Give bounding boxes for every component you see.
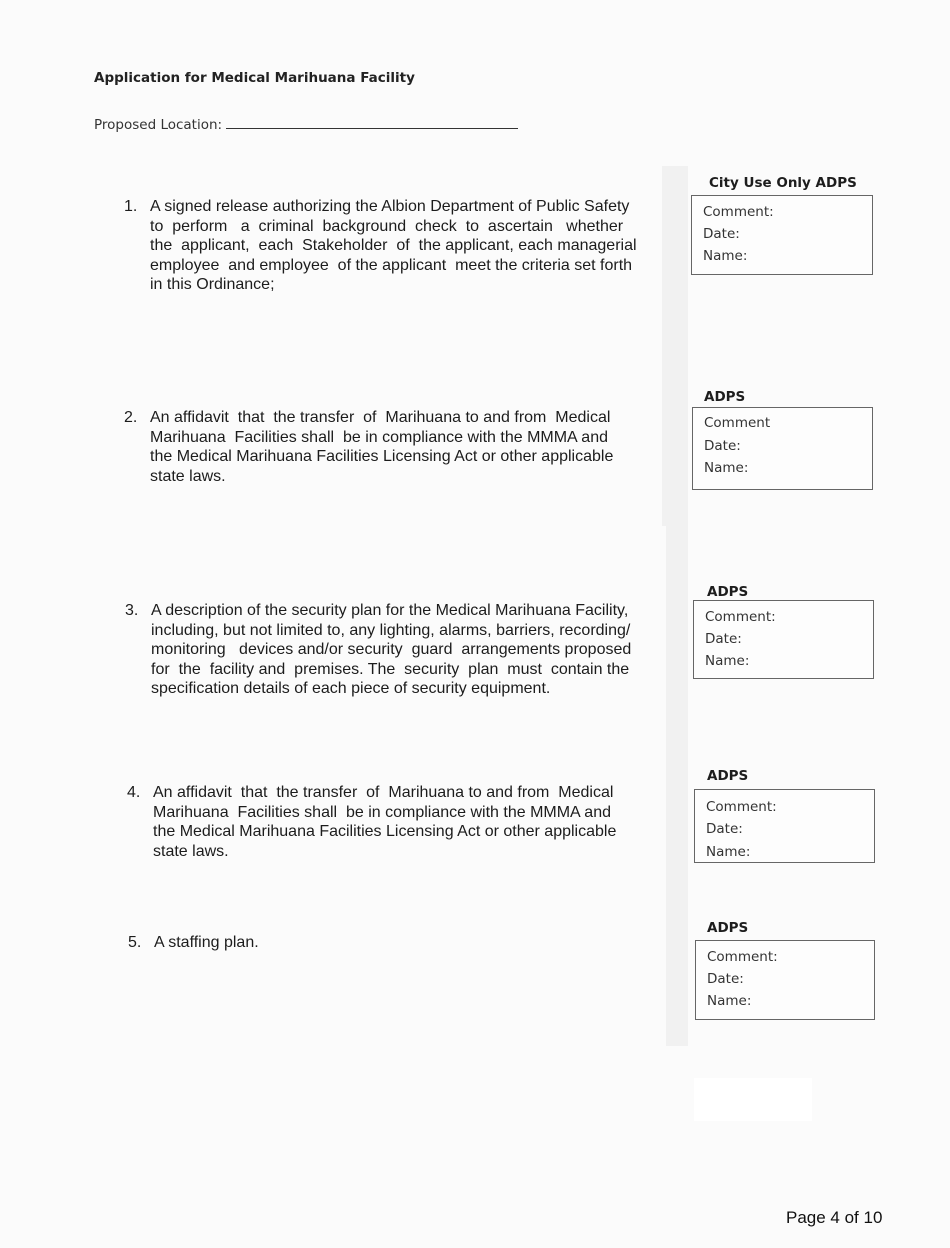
item-line: Marihuana Facilities shall be in compliance with the MMMA and bbox=[150, 428, 608, 446]
item-line: state laws. bbox=[153, 842, 229, 860]
comment-label: Comment: bbox=[706, 799, 777, 815]
date-label: Date: bbox=[705, 631, 742, 647]
review-box-3[interactable] bbox=[693, 600, 874, 679]
date-label: Date: bbox=[703, 226, 740, 242]
item-text bbox=[150, 197, 637, 295]
item-text bbox=[153, 783, 616, 861]
review-heading: City Use Only ADPS bbox=[709, 175, 857, 191]
page-number: Page 4 of 10 bbox=[786, 1208, 883, 1227]
item-line: the Medical Marihuana Facilities Licensing Act or other applicable bbox=[150, 448, 614, 465]
item-line: to perform a criminal background check to ascertain whether bbox=[150, 217, 624, 235]
proposed-location-field[interactable] bbox=[226, 114, 518, 129]
item-line: A signed release authorizing the Albion Department of Public Safety bbox=[150, 198, 630, 215]
name-label: Name: bbox=[706, 844, 751, 860]
name-label: Name: bbox=[707, 993, 752, 1009]
name-label: Name: bbox=[703, 248, 748, 264]
review-heading: ADPS bbox=[707, 768, 749, 784]
review-heading: ADPS bbox=[704, 389, 746, 405]
form-title: Application for Medical Marihuana Facility bbox=[94, 70, 415, 86]
name-label: Name: bbox=[704, 460, 749, 476]
item-line: state laws. bbox=[150, 467, 226, 485]
scan-shade-lower bbox=[666, 526, 688, 1046]
review-heading: ADPS bbox=[707, 584, 749, 600]
date-label: Date: bbox=[707, 971, 744, 987]
review-box-1[interactable] bbox=[691, 195, 873, 275]
item-line: in this Ordinance; bbox=[150, 276, 275, 293]
item-text bbox=[150, 408, 613, 486]
comment-label: Comment bbox=[704, 415, 771, 431]
review-box-4[interactable] bbox=[694, 789, 875, 863]
item-line: An affidavit that the transfer of Marihuana to and from Medical bbox=[153, 784, 614, 801]
item-line: specification details of each piece of security equipment. bbox=[151, 680, 551, 697]
date-label: Date: bbox=[704, 438, 741, 454]
item-number: 1. bbox=[124, 198, 138, 215]
comment-label: Comment: bbox=[707, 949, 778, 965]
proposed-location bbox=[94, 114, 518, 133]
comment-label: Comment: bbox=[703, 204, 774, 220]
blank-patch bbox=[694, 1078, 812, 1121]
item-text bbox=[154, 933, 259, 953]
item-line: for the facility and premises. The security plan must contain the bbox=[151, 660, 630, 678]
review-heading: ADPS bbox=[707, 920, 749, 936]
scan-shade-upper bbox=[662, 166, 688, 526]
item-number: 5. bbox=[128, 934, 142, 951]
comment-label: Comment: bbox=[705, 609, 776, 625]
item-line: the Medical Marihuana Facilities Licensing Act or other applicable bbox=[153, 823, 617, 840]
item-line: monitoring devices and/or security guard arrangements proposed bbox=[151, 641, 632, 658]
item-line: A staffing plan. bbox=[154, 934, 259, 951]
item-line: A description of the security plan for the Medical Marihuana Facility, bbox=[151, 602, 629, 619]
item-line: An affidavit that the transfer of Marihuana to and from Medical bbox=[150, 409, 611, 426]
item-line: the applicant, each Stakeholder of the applicant, each managerial bbox=[150, 237, 637, 254]
item-number: 2. bbox=[124, 409, 138, 426]
item-line: Marihuana Facilities shall be in compliance with the MMMA and bbox=[153, 803, 611, 821]
review-box-2[interactable] bbox=[692, 407, 873, 490]
name-label: Name: bbox=[705, 653, 750, 669]
item-text bbox=[151, 601, 631, 699]
item-line: including, but not limited to, any lighting, alarms, barriers, recording/ bbox=[151, 621, 631, 639]
item-number: 4. bbox=[127, 784, 141, 801]
proposed-location-label: Proposed Location: bbox=[94, 117, 223, 133]
date-label: Date: bbox=[706, 821, 743, 837]
item-number: 3. bbox=[125, 602, 139, 619]
review-box-5[interactable] bbox=[695, 940, 875, 1020]
item-line: employee and employee of the applicant meet the criteria set forth bbox=[150, 256, 633, 274]
